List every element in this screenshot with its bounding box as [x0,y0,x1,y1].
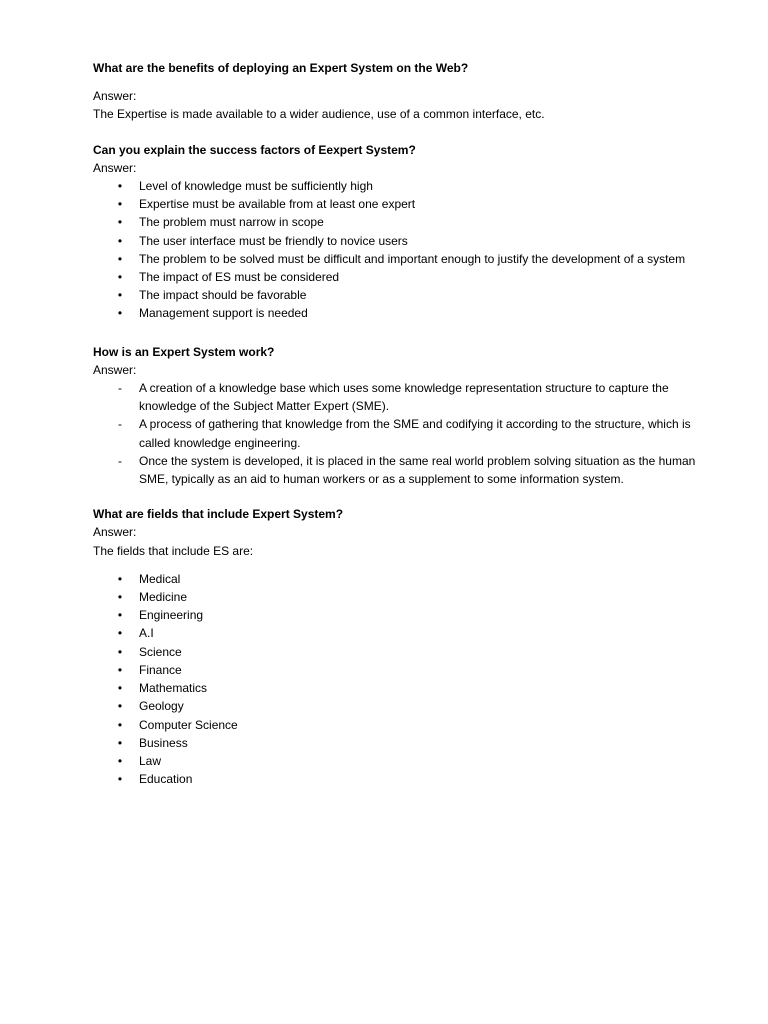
list-item [93,177,713,195]
list-item [93,624,713,642]
bullet-icon: • [117,215,123,230]
section-success-factors [93,141,713,323]
question-heading: How is an Expert System work? [93,344,275,359]
list-item [93,268,713,286]
dash-icon: - [118,417,122,432]
list-item [93,250,713,268]
list-item [93,606,713,624]
list-item [93,588,713,606]
bullet-icon: • [117,644,123,659]
list-item [93,213,713,231]
bullet-icon: • [117,662,123,677]
bullet-icon: • [117,608,123,623]
bullet-icon: • [117,699,123,714]
bullet-icon: • [117,251,123,266]
list-item-text: Medical [139,571,181,586]
fields-list [93,570,713,788]
document-content [93,59,713,788]
bullet-icon: • [117,270,123,285]
list-item [93,232,713,250]
answer-label: Answer: [93,525,137,540]
bullet-icon: • [117,179,123,194]
list-item [93,679,713,697]
list-item [93,752,713,770]
section-fields [93,505,713,788]
list-item-text: Management support is needed [139,306,308,321]
list-item-text: Law [139,753,162,768]
list-item [93,643,713,661]
list-item-text: Business [139,735,188,750]
bullet-icon: • [117,735,123,750]
dash-icon: - [118,453,122,468]
list-item-text: Mathematics [139,681,208,696]
list-item [93,734,713,752]
bullet-icon: • [117,571,123,586]
bullet-icon: • [117,288,123,303]
question-heading: What are the benefits of deploying an Expert System on the Web? [93,61,469,75]
list-item-text: A.I [139,626,154,641]
bullet-icon: • [117,197,123,212]
list-item-text: The problem must narrow in scope [139,215,324,230]
list-item-text: Science [139,644,182,659]
list-item-text: A creation of a knowledge base which uses some knowledge representation structure to capture the knowledge of the Subject Matter Expert (SME). [139,381,669,414]
list-item [93,415,713,451]
list-item-text: Level of knowledge must be sufficiently high [139,179,373,194]
list-item [93,379,713,415]
list-item-text: Geology [139,699,184,714]
list-item [93,770,713,788]
answer-label: Answer: [93,89,137,104]
bullet-icon: • [117,233,123,248]
answer-label: Answer: [93,160,137,175]
section-web-benefits [93,59,713,124]
list-item [93,697,713,715]
list-item [93,570,713,588]
list-item-text: A process of gathering that knowledge from the SME and codifying it according to the structure, which is called knowledge engineering. [139,417,691,450]
list-item-text: Engineering [139,608,204,623]
list-item-text: Computer Science [139,717,238,732]
list-item-text: The impact of ES must be considered [139,270,340,285]
question-heading: Can you explain the success factors of Eexpert System? [93,142,416,157]
bullet-icon: • [117,626,123,641]
bullet-icon: • [117,590,123,605]
list-item-text: Once the system is developed, it is placed in the same real world problem solving situation as the human SME, typically as an aid to human workers or as a supplement to some information system. [139,453,696,487]
bullet-icon: • [117,753,123,768]
list-item-text: The problem to be solved must be difficult and important enough to justify the development of a system [139,251,686,266]
list-item [93,661,713,679]
list-item-text: Expertise must be available from at least one expert [139,197,416,212]
answer-text: The Expertise is made available to a wider audience, use of a common interface, etc. [93,107,545,122]
bullet-icon: • [117,681,123,696]
success-factors-list [93,177,713,323]
list-item [93,716,713,734]
list-item [93,286,713,304]
list-item-text: The user interface must be friendly to novice users [139,233,408,248]
list-item-text: Education [139,772,193,787]
answer-intro: The fields that include ES are: [93,543,254,558]
list-item-text: Medicine [139,590,188,605]
list-item-text: Finance [139,662,182,677]
bullet-icon: • [117,772,123,787]
list-item [93,195,713,213]
answer-label: Answer: [93,362,137,377]
bullet-icon: • [117,306,123,321]
list-item [93,452,713,488]
list-item-text: The impact should be favorable [139,288,307,303]
section-how-it-works [93,343,713,489]
bullet-icon: • [117,717,123,732]
dash-icon: - [118,381,122,396]
question-heading: What are fields that include Expert System? [93,507,344,522]
list-item [93,304,713,322]
how-it-works-list [93,379,713,488]
